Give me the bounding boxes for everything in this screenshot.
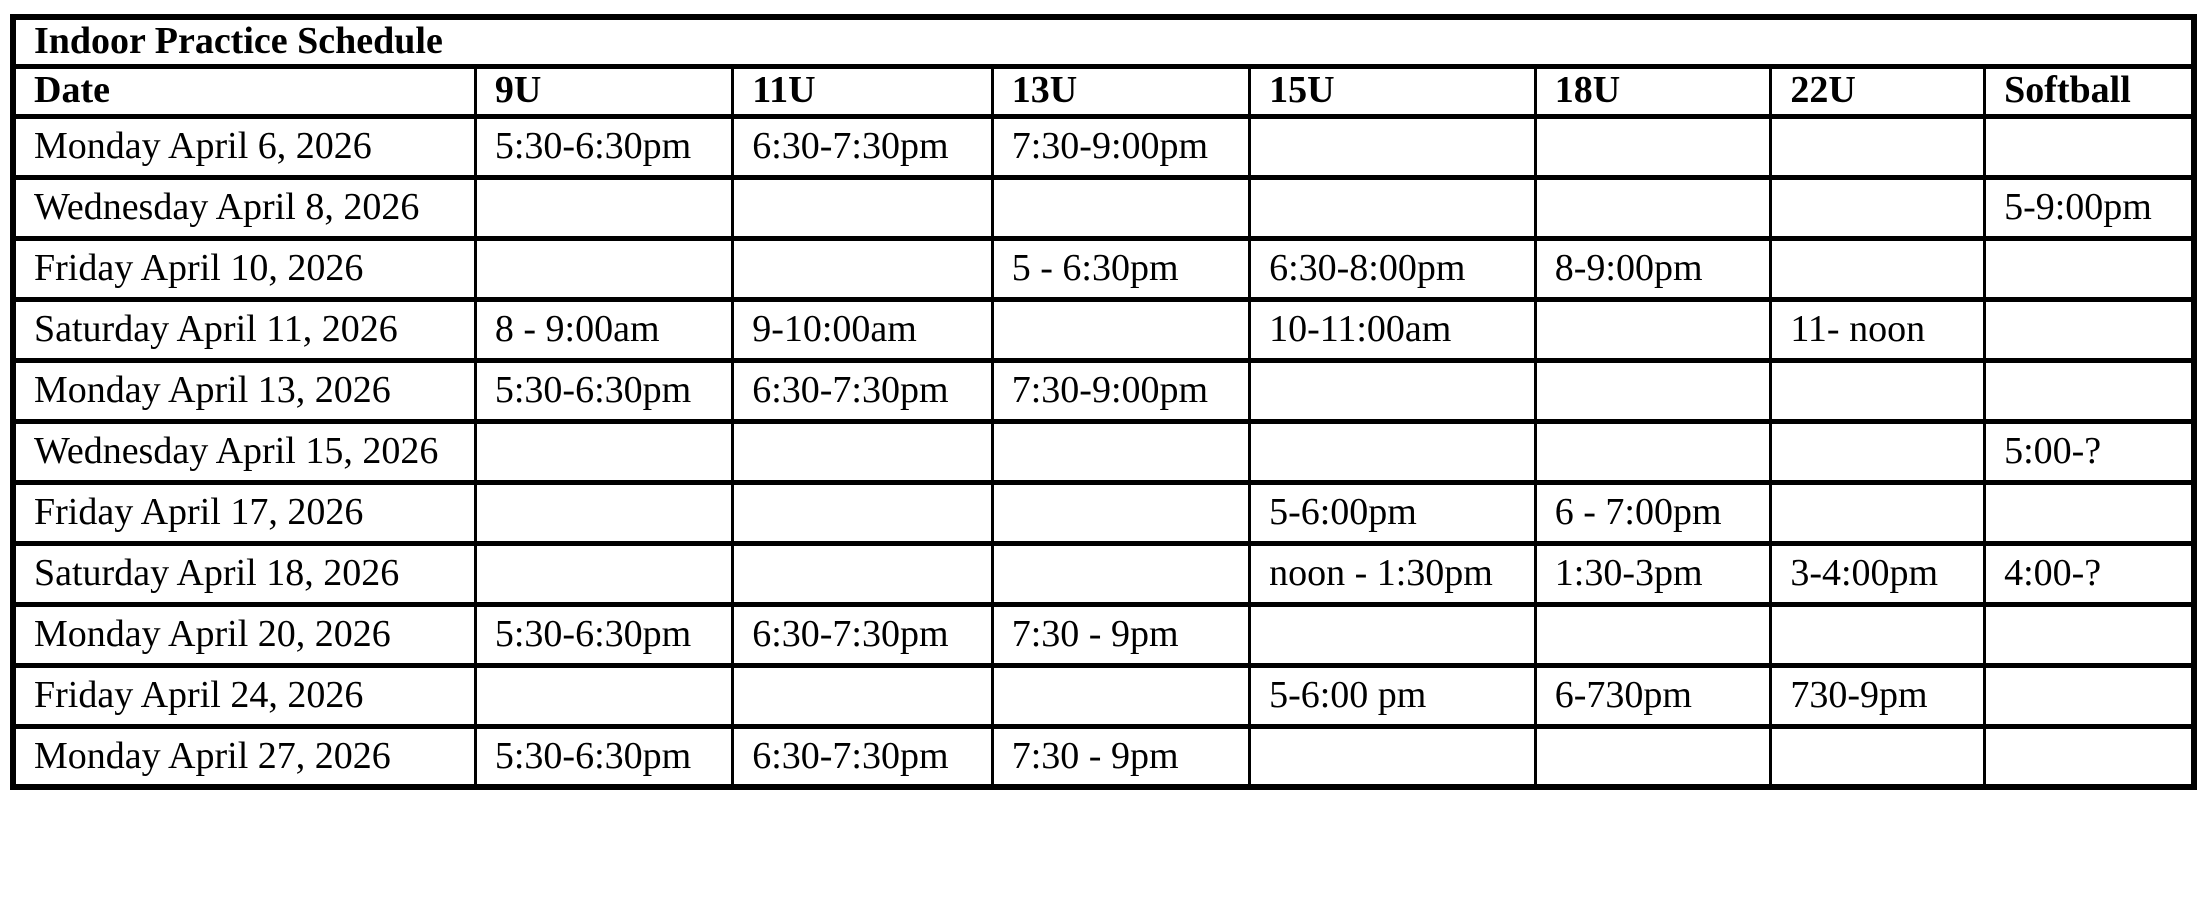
column-header-18u: 18U: [1535, 66, 1771, 116]
practice-time-cell: [992, 421, 1249, 482]
practice-time-cell: [1985, 299, 2194, 360]
practice-time-cell: [475, 482, 732, 543]
table-title: Indoor Practice Schedule: [13, 17, 2194, 66]
table-row: [13, 482, 2194, 543]
column-header-13u: 13U: [992, 66, 1249, 116]
practice-time-cell: 1:30-3pm: [1535, 543, 1771, 604]
date-cell: Wednesday April 8, 2026: [13, 177, 475, 238]
practice-time-cell: 5:30-6:30pm: [475, 726, 732, 787]
practice-time-cell: [475, 238, 732, 299]
practice-time-cell: [1771, 726, 1985, 787]
practice-time-cell: [1250, 177, 1536, 238]
practice-time-cell: [992, 177, 1249, 238]
practice-time-cell: [1535, 177, 1771, 238]
header-row: [13, 66, 2194, 116]
date-cell: Monday April 13, 2026: [13, 360, 475, 421]
date-cell: Monday April 27, 2026: [13, 726, 475, 787]
practice-time-cell: [1250, 726, 1536, 787]
practice-time-cell: [475, 177, 732, 238]
practice-time-cell: 7:30-9:00pm: [992, 360, 1249, 421]
table-row: [13, 421, 2194, 482]
practice-time-cell: 8-9:00pm: [1535, 238, 1771, 299]
practice-time-cell: 7:30-9:00pm: [992, 116, 1249, 177]
practice-time-cell: 5 - 6:30pm: [992, 238, 1249, 299]
column-header-15u: 15U: [1250, 66, 1536, 116]
practice-time-cell: 9-10:00am: [733, 299, 993, 360]
practice-time-cell: [1985, 604, 2194, 665]
table-row: [13, 299, 2194, 360]
practice-time-cell: [992, 482, 1249, 543]
practice-time-cell: [733, 482, 993, 543]
practice-time-cell: [733, 421, 993, 482]
practice-time-cell: [1985, 238, 2194, 299]
date-cell: Friday April 17, 2026: [13, 482, 475, 543]
practice-time-cell: 5-6:00pm: [1250, 482, 1536, 543]
practice-time-cell: 5:00-?: [1985, 421, 2194, 482]
practice-time-cell: [1535, 421, 1771, 482]
practice-time-cell: 8 - 9:00am: [475, 299, 732, 360]
practice-time-cell: [1771, 604, 1985, 665]
table-row: [13, 116, 2194, 177]
practice-time-cell: 6:30-7:30pm: [733, 726, 993, 787]
practice-time-cell: [1771, 482, 1985, 543]
date-cell: Saturday April 11, 2026: [13, 299, 475, 360]
practice-time-cell: 6:30-8:00pm: [1250, 238, 1536, 299]
practice-time-cell: [992, 543, 1249, 604]
table-row: [13, 604, 2194, 665]
practice-time-cell: 7:30 - 9pm: [992, 604, 1249, 665]
table-row: [13, 726, 2194, 787]
title-row: [13, 17, 2194, 66]
practice-time-cell: 7:30 - 9pm: [992, 726, 1249, 787]
practice-time-cell: [1985, 116, 2194, 177]
date-cell: Monday April 20, 2026: [13, 604, 475, 665]
practice-time-cell: noon - 1:30pm: [1250, 543, 1536, 604]
column-header-softball: Softball: [1985, 66, 2194, 116]
table-row: [13, 177, 2194, 238]
practice-time-cell: [1985, 482, 2194, 543]
practice-time-cell: 6 - 7:00pm: [1535, 482, 1771, 543]
practice-time-cell: [1535, 299, 1771, 360]
practice-time-cell: 11- noon: [1771, 299, 1985, 360]
practice-time-cell: [1771, 116, 1985, 177]
column-header-11u: 11U: [733, 66, 993, 116]
table-row: [13, 360, 2194, 421]
practice-time-cell: [992, 299, 1249, 360]
practice-time-cell: [1771, 238, 1985, 299]
practice-time-cell: [733, 543, 993, 604]
practice-time-cell: [1250, 360, 1536, 421]
practice-time-cell: [733, 238, 993, 299]
practice-time-cell: 6-730pm: [1535, 665, 1771, 726]
practice-time-cell: [1985, 726, 2194, 787]
date-cell: Wednesday April 15, 2026: [13, 421, 475, 482]
date-cell: Monday April 6, 2026: [13, 116, 475, 177]
practice-time-cell: [1985, 665, 2194, 726]
practice-time-cell: [1535, 604, 1771, 665]
date-cell: Saturday April 18, 2026: [13, 543, 475, 604]
column-header-9u: 9U: [475, 66, 732, 116]
table-row: [13, 665, 2194, 726]
practice-time-cell: [475, 543, 732, 604]
table-row: [13, 543, 2194, 604]
schedule-body: [13, 116, 2194, 787]
practice-time-cell: 10-11:00am: [1250, 299, 1536, 360]
practice-time-cell: 5-9:00pm: [1985, 177, 2194, 238]
practice-time-cell: 5:30-6:30pm: [475, 360, 732, 421]
practice-time-cell: [1250, 421, 1536, 482]
practice-time-cell: [992, 665, 1249, 726]
column-header-22u: 22U: [1771, 66, 1985, 116]
practice-time-cell: [1771, 177, 1985, 238]
practice-time-cell: [475, 665, 732, 726]
practice-time-cell: [475, 421, 732, 482]
table-row: [13, 238, 2194, 299]
practice-time-cell: [1535, 116, 1771, 177]
practice-time-cell: 6:30-7:30pm: [733, 604, 993, 665]
practice-time-cell: [1771, 360, 1985, 421]
practice-time-cell: 5:30-6:30pm: [475, 604, 732, 665]
practice-time-cell: [733, 665, 993, 726]
date-cell: Friday April 10, 2026: [13, 238, 475, 299]
practice-time-cell: 3-4:00pm: [1771, 543, 1985, 604]
practice-time-cell: 4:00-?: [1985, 543, 2194, 604]
column-header-date: Date: [13, 66, 475, 116]
practice-time-cell: 730-9pm: [1771, 665, 1985, 726]
document-page: [0, 14, 2203, 913]
practice-time-cell: [1250, 604, 1536, 665]
practice-time-cell: [1535, 726, 1771, 787]
practice-time-cell: [733, 177, 993, 238]
practice-time-cell: [1985, 360, 2194, 421]
practice-time-cell: [1771, 421, 1985, 482]
practice-time-cell: 5:30-6:30pm: [475, 116, 732, 177]
date-cell: Friday April 24, 2026: [13, 665, 475, 726]
practice-time-cell: 5-6:00 pm: [1250, 665, 1536, 726]
practice-time-cell: [1250, 116, 1536, 177]
practice-time-cell: 6:30-7:30pm: [733, 116, 993, 177]
indoor-practice-schedule-table: [10, 14, 2197, 790]
practice-time-cell: [1535, 360, 1771, 421]
practice-time-cell: 6:30-7:30pm: [733, 360, 993, 421]
